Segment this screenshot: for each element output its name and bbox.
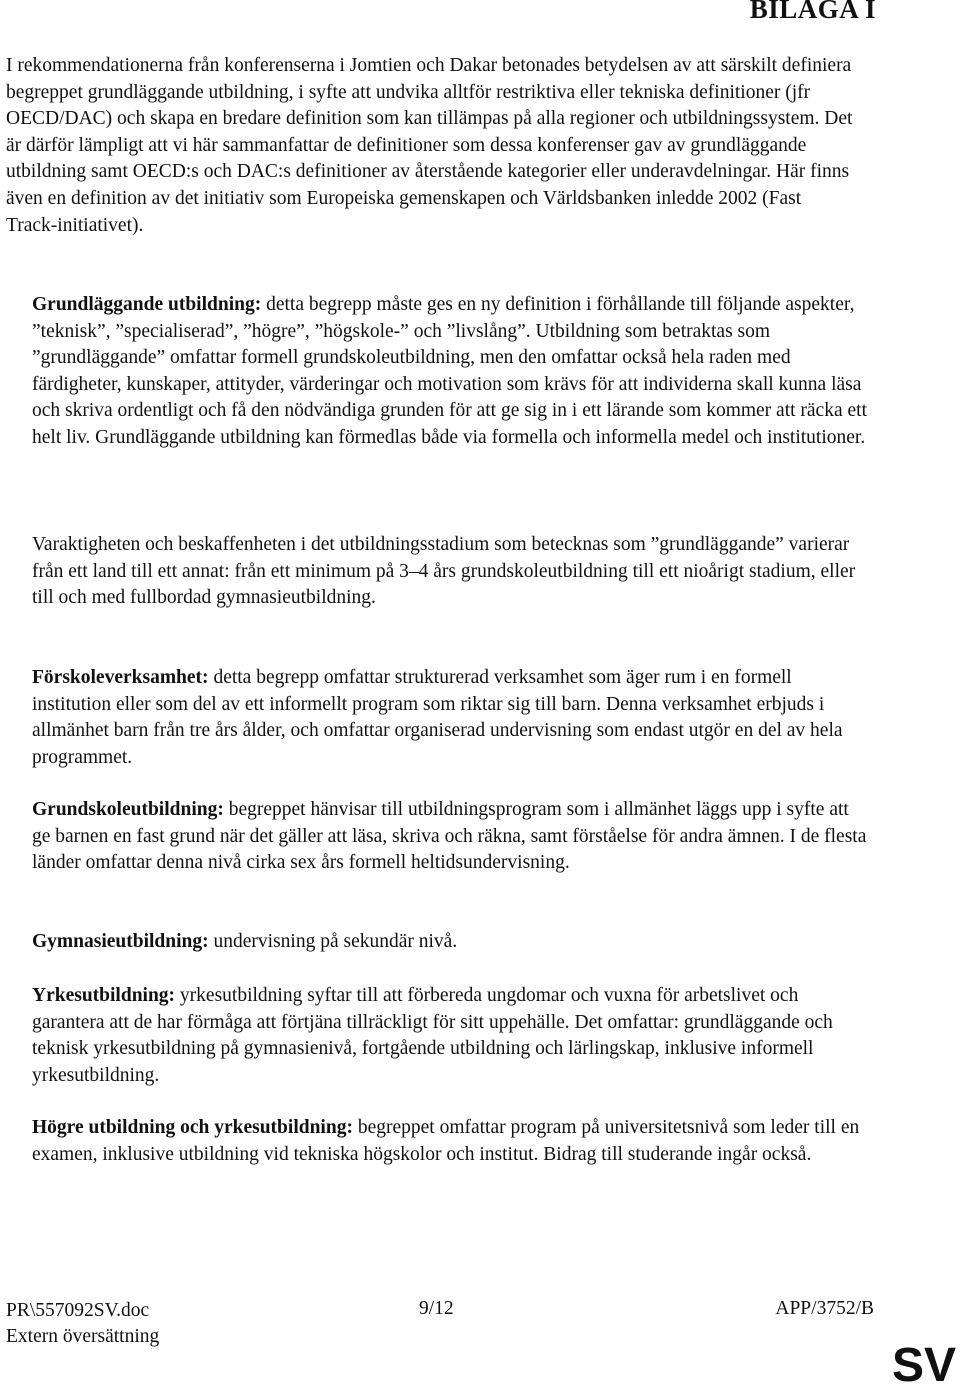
definition-grundlaggande: [32, 292, 870, 452]
definition-term: Gymnasieutbildning:: [32, 931, 209, 952]
definition-term: Yrkesutbildning:: [32, 985, 176, 1006]
definition-forskoleverksamhet: [32, 665, 870, 771]
definition-varaktighet: [32, 532, 870, 612]
definition-gymnasieutbildning: [32, 929, 870, 956]
translation-note: Extern översättning: [6, 1326, 160, 1347]
definition-text: begreppet hänvisar till utbildningsprogram som i allmänhet läggs upp i syfte att ge barnen en fast grund när det gäller att läsa, skriva och räkna, samt förståelse för andra ämnen. I de flesta länder omfattar denna nivå cirka sex års formell heltidsundervisning.: [32, 799, 867, 874]
definition-term: Grundläggande utbildning:: [32, 294, 262, 315]
intro-paragraph: I rekommendationerna från konferenserna i Jomtien och Dakar betonades betydelsen av att särskilt definiera begreppet grundläggande utbildning, i syfte att undvika alltför restriktiva eller tekniska definitioner (jfr OECD/DAC) och skapa en bredare definition som kan tillämpas på alla regioner och utbildningssystem. Det är därför lämpligt att vi här sammanfattar de definitioner som dessa konferenser gav av grundläggande utbildning samt OECD:s och DAC:s definitioner av återstående kategorier eller underavdelningar. Här finns även en definition av det initiativ som Europeiska gemenskapen och Världsbanken inledde 2002 (Fast Track-initiativet).: [6, 55, 853, 236]
definition-text: yrkesutbildning syftar till att förbereda ungdomar och vuxna för arbetslivet och garantera att de har förmåga att förtjäna tillräckligt för sitt uppehälle. Det omfattar: grundläggande och teknisk yrkesutbildning på gymnasienivå, fortgående utbildning och lärlingskap, inklusive informell yrkesutbildning.: [32, 985, 833, 1086]
definition-term: Grundskoleutbildning:: [32, 799, 224, 820]
page-number: 9/12: [419, 1298, 454, 1319]
definition-term: Förskoleverksamhet:: [32, 667, 209, 688]
document-code: APP/3752/B: [775, 1298, 874, 1319]
footer-left: [6, 1298, 159, 1350]
definition-yrkesutbildning: [32, 983, 870, 1089]
definition-grundskoleutbildning: [32, 797, 870, 877]
definition-text: undervisning på sekundär nivå.: [208, 931, 458, 952]
language-code: SV: [891, 1339, 956, 1392]
document-reference: PR\557092SV.doc: [6, 1300, 150, 1321]
definition-text: begreppet omfattar program på universitetsnivå som leder till en examen, inklusive utbildning vid tekniska högskolor och institut. Bidrag till studerande ingår också.: [32, 1117, 860, 1165]
definition-text: detta begrepp måste ges en ny definition i förhållande till följande aspekter, ”teknisk”, ”specialiserad”, ”högre”, ”högskole-” och ”livslång”. Utbildning som betraktas som ”grundläggande” omfattar formell grundskoleutbildning, men den omfattar också hela raden med färdigheter, kunskaper, attityder, värderingar och motivation som krävs för att individerna skall kunna läsa och skriva ordentligt och få den nödvändiga grunden för att ge sig in i ett lärande som kommer att räcka ett helt liv. Grundläggande utbildning kan förmedlas både via formella och informella medel och institutioner.: [32, 294, 867, 448]
annex-label: BILAGA I: [749, 0, 876, 24]
definition-text: Varaktigheten och beskaffenheten i det utbildningsstadium som betecknas som ”grundläggande” varierar från ett land till ett annat: från ett minimum på 3–4 års grundskoleutbildning till ett nioårigt stadium, eller till och med fullbordad gymnasieutbildning.: [32, 534, 856, 609]
definition-hogre-utbildning: [32, 1115, 870, 1168]
definition-term: Högre utbildning och yrkesutbildning:: [32, 1117, 353, 1138]
definition-text: detta begrepp omfattar strukturerad verksamhet som äger rum i en formell institution eller som del av ett informellt program som riktar sig till barn. Denna verksamhet erbjuds i allmänhet barn från tre års ålder, och omfattar organiserad undervisning som endast utgör en del av hela programmet.: [32, 667, 843, 768]
